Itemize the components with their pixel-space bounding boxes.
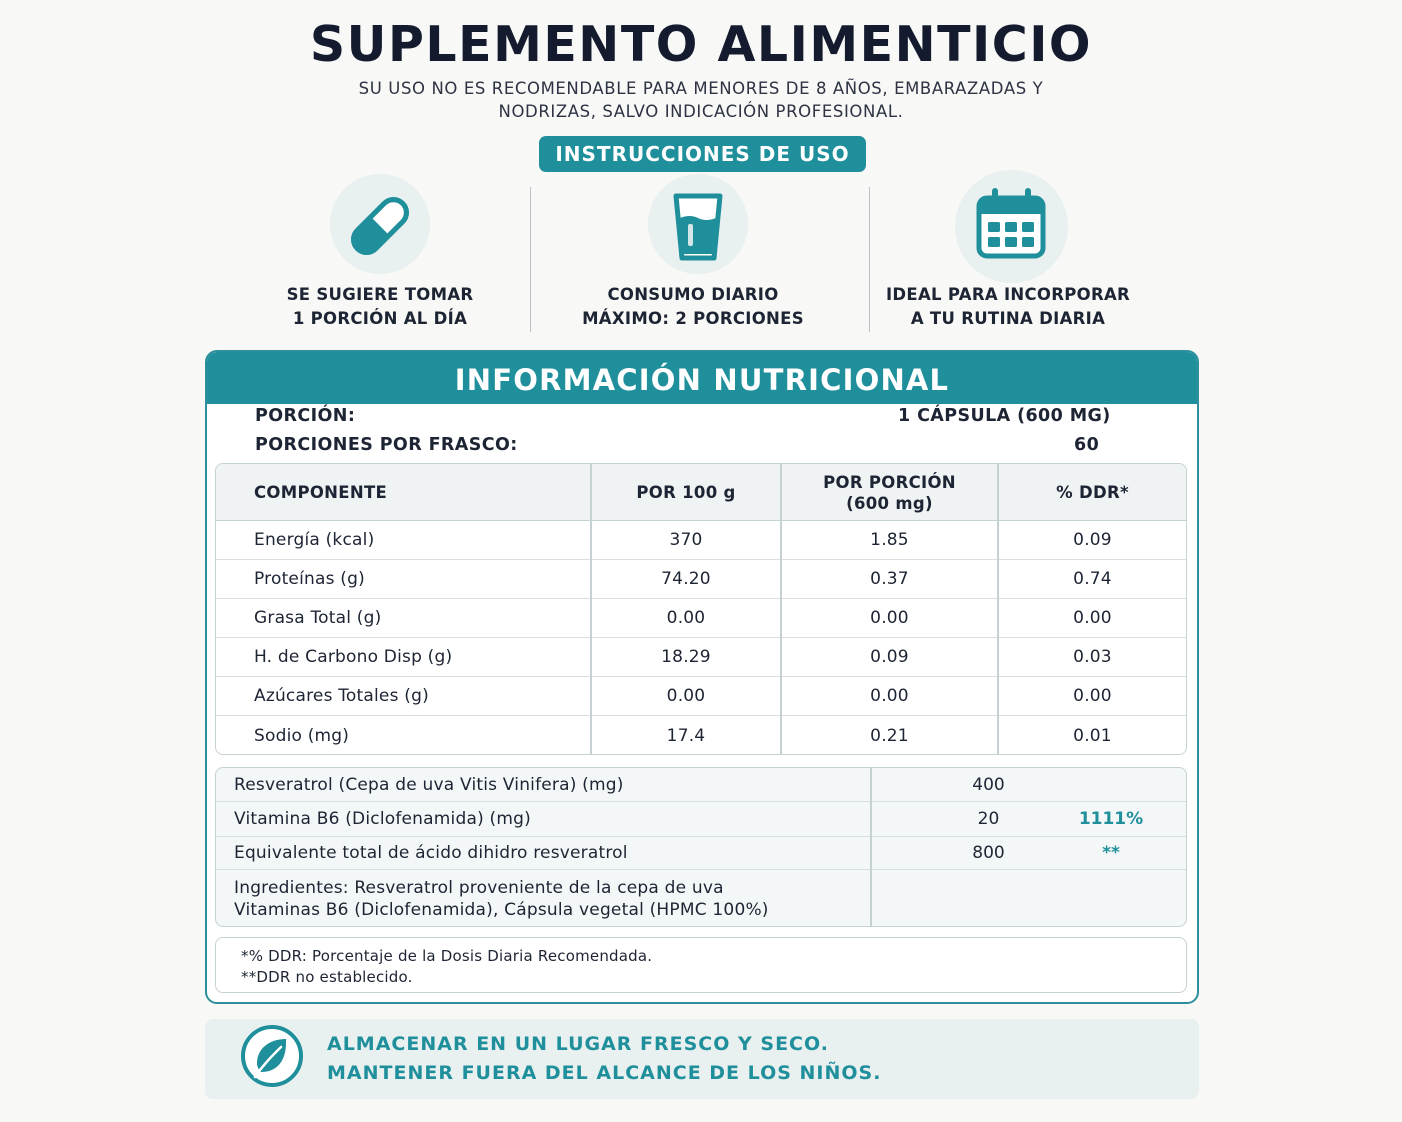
capsule-icon xyxy=(330,174,430,274)
storage-line-2: MANTENER FUERA DEL ALCANCE DE LOS NIÑOS. xyxy=(327,1062,882,1084)
ingredients-line-2: Vitaminas B6 (Diclofenamida), Cápsula vegetal (HPMC 100%) xyxy=(234,900,769,920)
extra-row xyxy=(216,768,1186,802)
row-ddr: 0.01 xyxy=(1073,725,1112,746)
page-title: SUPLEMENTO ALIMENTICIO xyxy=(309,16,1093,73)
ingredients-row xyxy=(216,870,1186,927)
table-row xyxy=(216,716,1186,755)
row-per100: 0.00 xyxy=(666,686,706,706)
row-per-serving: 0.09 xyxy=(870,647,909,667)
servings-per-bottle-label: PORCIONES POR FRASCO: xyxy=(255,435,518,455)
col-per100: POR 100 g xyxy=(636,483,736,502)
instructions-heading: INSTRUCCIONES DE USO xyxy=(539,136,866,172)
extra-components-table xyxy=(215,767,1187,927)
water-glass-icon xyxy=(648,174,748,274)
column-divider xyxy=(870,768,872,926)
calendar-icon xyxy=(955,170,1068,283)
nutrition-title: INFORMACIÓN NUTRICIONAL xyxy=(207,352,1197,404)
serving-value: 1 CÁPSULA (600 MG) xyxy=(898,406,1111,426)
footnote-ddr: *% DDR: Porcentaje de la Dosis Diaria Recomendada. xyxy=(241,947,653,965)
footnotes xyxy=(215,937,1187,993)
col-per-serving-line-1: POR PORCIÓN xyxy=(823,472,956,492)
step-3-text xyxy=(868,283,1148,331)
storage-banner xyxy=(205,1019,1199,1099)
extra-name: Equivalente total de ácido dihidro resveratrol xyxy=(234,843,628,863)
warning-line-2: NODRIZAS, SALVO INDICACIÓN PROFESIONAL. xyxy=(498,102,904,121)
table-row xyxy=(216,677,1186,716)
row-name: Grasa Total (g) xyxy=(254,608,382,628)
col-per-serving-line-2: (600 mg) xyxy=(846,493,933,513)
row-per100: 0.00 xyxy=(666,608,706,628)
row-ddr: 0.00 xyxy=(1073,686,1112,706)
servings-per-bottle-value: 60 xyxy=(1074,435,1100,455)
extra-name: Vitamina B6 (Diclofenamida) (mg) xyxy=(234,809,531,829)
col-per-serving xyxy=(781,464,998,521)
row-per100: 370 xyxy=(669,530,703,550)
row-name: Proteínas (g) xyxy=(254,569,365,589)
table-row xyxy=(216,638,1186,677)
row-name: Azúcares Totales (g) xyxy=(254,686,429,706)
col-component: COMPONENTE xyxy=(254,483,388,502)
extra-row xyxy=(216,802,1186,837)
step-2-text xyxy=(553,283,833,331)
table-row xyxy=(216,599,1186,638)
table-header xyxy=(216,464,1186,521)
age-warning xyxy=(300,77,1102,123)
extra-row xyxy=(216,837,1186,870)
footnote-not-established: **DDR no establecido. xyxy=(241,968,413,986)
row-name: Sodio (mg) xyxy=(254,725,350,746)
extra-value: 800 xyxy=(972,843,1005,863)
leaf-icon xyxy=(239,1023,305,1089)
divider xyxy=(530,187,531,332)
nutrition-table xyxy=(215,463,1187,755)
column-divider xyxy=(997,464,999,754)
step-1-text xyxy=(240,283,520,331)
row-ddr: 0.09 xyxy=(1073,530,1112,550)
row-per-serving: 0.00 xyxy=(870,608,909,628)
storage-line-1: ALMACENAR EN UN LUGAR FRESCO Y SECO. xyxy=(327,1033,829,1055)
row-ddr: 0.00 xyxy=(1073,608,1112,628)
warning-line-1: SU USO NO ES RECOMENDABLE PARA MENORES DE 8 AÑOS, EMBARAZADAS Y xyxy=(358,79,1044,98)
ingredients-line-1: Ingredientes: Resveratrol proveniente de la cepa de uva xyxy=(234,878,724,898)
row-per100: 74.20 xyxy=(661,569,711,589)
column-divider xyxy=(780,464,782,754)
extra-value: 20 xyxy=(977,809,1000,829)
ingredients-text xyxy=(234,870,769,927)
extra-ddr: 1111% xyxy=(1078,809,1144,829)
row-name: Energía (kcal) xyxy=(254,530,375,550)
step-2-line-2: MÁXIMO: 2 PORCIONES xyxy=(582,309,804,328)
extra-ddr: ** xyxy=(1102,843,1120,863)
row-ddr: 0.03 xyxy=(1073,647,1112,667)
row-name: H. de Carbono Disp (g) xyxy=(254,647,453,667)
row-per100: 18.29 xyxy=(661,647,711,667)
row-per-serving: 0.00 xyxy=(870,686,909,706)
step-1-line-1: SE SUGIERE TOMAR xyxy=(286,285,474,304)
step-3-line-2: A TU RUTINA DIARIA xyxy=(910,309,1106,328)
row-per-serving: 1.85 xyxy=(870,530,909,550)
serving-label: PORCIÓN: xyxy=(255,406,356,426)
extra-name: Resveratrol (Cepa de uva Vitis Vinifera) (mg) xyxy=(234,774,624,795)
step-3-line-1: IDEAL PARA INCORPORAR xyxy=(885,285,1131,304)
col-ddr: % DDR* xyxy=(1056,483,1129,502)
step-2-line-1: CONSUMO DIARIO xyxy=(607,285,779,304)
extra-value: 400 xyxy=(972,774,1005,795)
column-divider xyxy=(590,464,592,754)
table-row xyxy=(216,521,1186,560)
row-per100: 17.4 xyxy=(666,725,706,746)
extra-ddr xyxy=(1061,768,1161,801)
row-ddr: 0.74 xyxy=(1073,569,1112,589)
step-1-line-2: 1 PORCIÓN AL DÍA xyxy=(292,309,468,328)
row-per-serving: 0.21 xyxy=(870,725,909,746)
row-per-serving: 0.37 xyxy=(870,569,909,589)
table-row xyxy=(216,560,1186,599)
